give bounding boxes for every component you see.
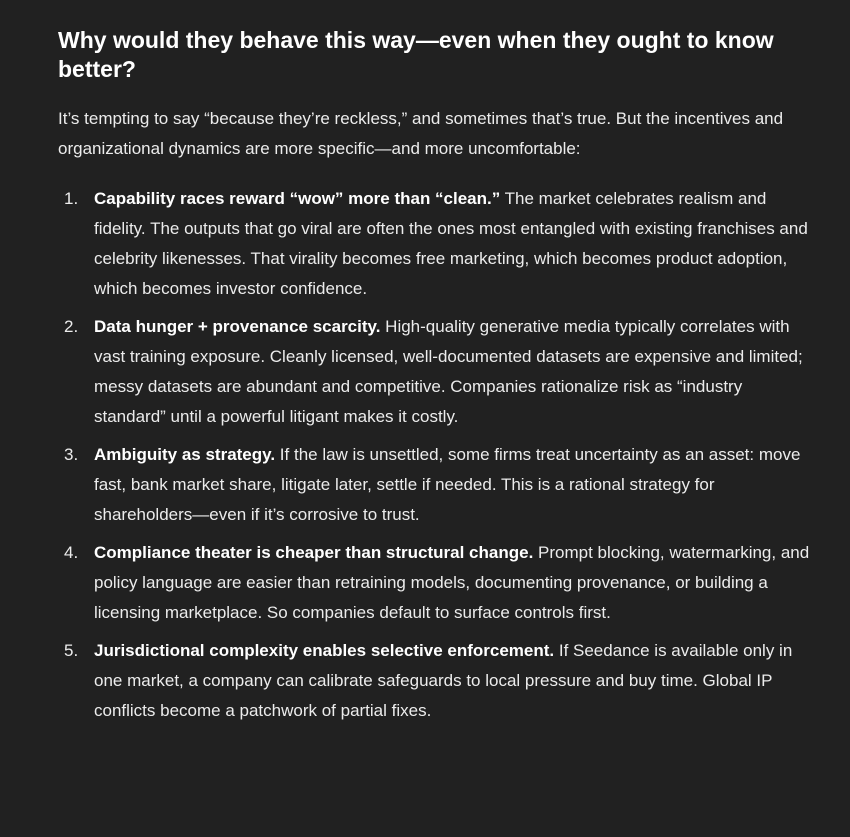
list-item-body: The market celebrates realism and fidelity. The outputs that go viral are often the ones most entangled with existing franchises and celebrity likenesses. That virality becomes free marketing, which becomes product adoption, which becomes investor confidence.: [94, 189, 808, 298]
list-item-body: If the law is unsettled, some firms treat uncertainty as an asset: move fast, bank market share, litigate later, settle if needed. This is a rational strategy for shareholders—even if it’s corrosive to trust.: [94, 445, 801, 524]
list-item-title: Ambiguity as strategy.: [94, 445, 276, 464]
list-item: [58, 312, 810, 432]
list-item-body: Prompt blocking, watermarking, and policy language are easier than retraining models, documenting provenance, or building a licensing marketplace. So companies default to surface controls first.: [94, 543, 810, 622]
numbered-list: [58, 184, 810, 726]
list-item: [58, 440, 810, 530]
list-item-title: Jurisdictional complexity enables selective enforcement.: [94, 641, 555, 660]
list-item-number: 4.: [64, 543, 79, 562]
intro-paragraph: It’s tempting to say “because they’re reckless,” and sometimes that’s true. But the incentives and organizational dynamics are more specific—and more uncomfortable:: [58, 109, 784, 158]
list-item-title: Compliance theater is cheaper than structural change.: [94, 543, 534, 562]
list-item: [58, 538, 810, 628]
list-item-body: If Seedance is available only in one market, a company can calibrate safeguards to local pressure and buy time. Global IP conflicts become a patchwork of partial fixes.: [94, 641, 793, 720]
list-item: [58, 184, 810, 304]
section-heading: Why would they behave this way—even when they ought to know better?: [58, 27, 774, 82]
list-item-number: 2.: [64, 317, 79, 336]
list-item-number: 1.: [64, 189, 79, 208]
list-item-title: Capability races reward “wow” more than “clean.”: [94, 189, 501, 208]
list-item: [58, 636, 810, 726]
list-item-number: 5.: [64, 641, 79, 660]
list-item-body: High-quality generative media typically correlates with vast training exposure. Cleanly licensed, well-documented datasets are expensive and limited; messy datasets are abundant and competitive. Companies rationalize risk as “industry standard” until a powerful litigant makes it costly.: [94, 317, 803, 426]
list-item-title: Data hunger + provenance scarcity.: [94, 317, 381, 336]
list-item-number: 3.: [64, 445, 79, 464]
